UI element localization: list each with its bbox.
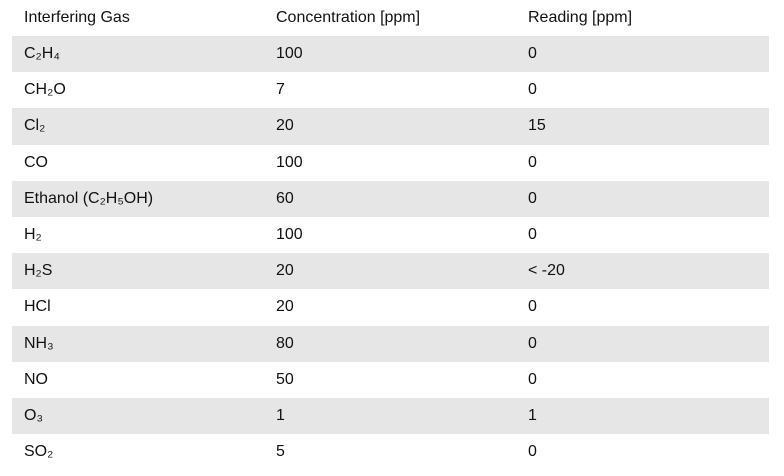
table-header [0,0,784,36]
gas-cell: CH₂O [24,81,66,99]
gas-cell: CO [24,153,48,171]
concentration-cell: 100 [276,225,303,243]
table-row [12,362,769,398]
gas-cell: SO₂ [24,443,54,461]
table-row [12,72,769,108]
table-row [12,253,769,289]
table-row [12,326,769,362]
header-reading: Reading [ppm] [528,9,633,26]
header-interfering-gas: Interfering Gas [24,9,130,26]
concentration-cell: 7 [276,81,285,99]
table-row [12,217,769,253]
reading-cell: 0 [528,334,537,352]
gas-cell: NH₃ [24,334,54,352]
gas-cell: Ethanol (C₂H₅OH) [24,189,154,207]
table-row [12,36,769,72]
gas-cell: H₂S [24,262,53,280]
gas-cell: H₂ [24,225,42,243]
gas-cell: C₂H₄ [24,45,60,62]
reading-cell: 0 [528,370,537,388]
reading-cell: 0 [528,298,537,316]
table-row [12,145,769,181]
header-concentration: Concentration [ppm] [276,9,421,26]
concentration-cell: 1 [276,406,285,424]
gas-cell: Cl₂ [24,117,46,135]
concentration-cell: 20 [276,117,294,135]
gas-cell: O₃ [24,406,43,424]
reading-cell: 0 [528,45,537,62]
reading-cell: < -20 [528,262,565,280]
concentration-cell: 20 [276,298,294,316]
gas-cell: NO [24,370,48,388]
concentration-cell: 100 [276,45,303,62]
concentration-cell: 60 [276,189,294,207]
concentration-cell: 20 [276,262,294,280]
table-row [12,181,769,217]
reading-cell: 15 [528,117,546,135]
concentration-cell: 5 [276,443,285,461]
reading-cell: 0 [528,153,537,171]
gas-cell: HCl [24,298,51,316]
reading-cell: 0 [528,225,537,243]
concentration-cell: 80 [276,334,294,352]
table-row [12,289,769,325]
table-row [12,108,769,144]
concentration-cell: 100 [276,153,303,171]
reading-cell: 0 [528,81,537,99]
reading-cell: 0 [528,189,537,207]
table-row [12,434,769,470]
table-row [12,398,769,434]
table-body [12,36,769,470]
reading-cell: 1 [528,406,537,424]
reading-cell: 0 [528,443,537,461]
concentration-cell: 50 [276,370,294,388]
